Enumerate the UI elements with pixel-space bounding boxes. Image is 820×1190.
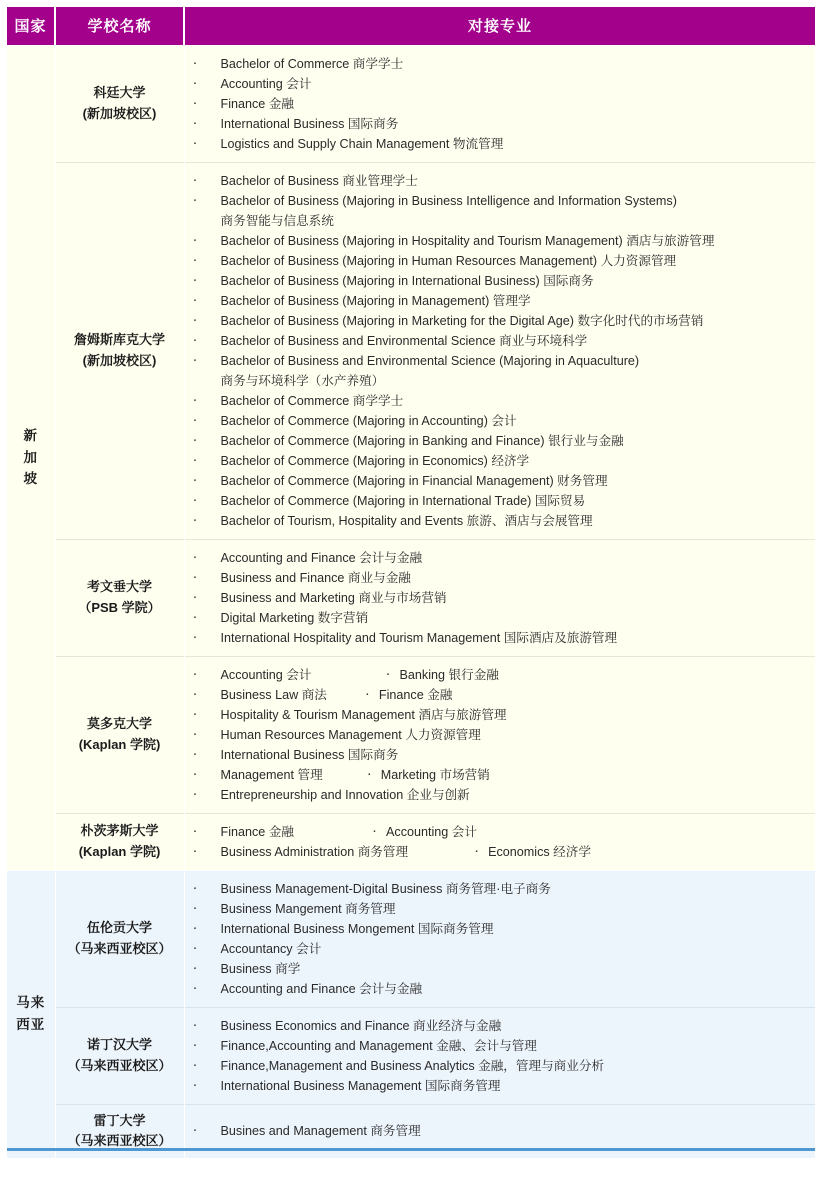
table-body <box>7 45 815 1158</box>
major-item <box>185 491 810 511</box>
major-item <box>185 959 810 979</box>
major-list <box>185 171 810 531</box>
major-item <box>185 191 810 211</box>
majors-cell <box>184 870 815 1007</box>
major-text: Finance,Accounting and Management 金融、会计与管理 <box>220 1038 537 1053</box>
major-item <box>185 725 810 745</box>
major-item <box>185 271 810 291</box>
major-text: Business Mangement 商务管理 <box>220 901 396 916</box>
school-name-line: （马来西亚校区） <box>67 940 172 956</box>
major-item <box>185 548 810 568</box>
school-name-cell <box>55 813 184 870</box>
major-item <box>185 899 810 919</box>
country-cell <box>7 45 55 870</box>
major-item <box>185 979 810 999</box>
major-text: Business Management-Digital Business 商务管理·电子商务 <box>220 881 551 896</box>
major-item <box>185 391 810 411</box>
major-item <box>185 114 810 134</box>
major-text: Business Economics and Finance 商业经济与金融 <box>220 1018 502 1033</box>
country-name-line: 马来 <box>16 995 46 1011</box>
major-text: Accounting and Finance 会计与金融 <box>220 550 423 565</box>
major-text: Finance 金融 <box>220 824 294 839</box>
major-text: Bachelor of Commerce (Majoring in International Trade) 国际贸易 <box>220 493 586 508</box>
country-name <box>7 425 55 491</box>
major-text: Bachelor of Business (Majoring in Management) 管理学 <box>220 293 531 308</box>
major-item <box>185 351 810 371</box>
major-text: Business and Marketing 商业与市场营销 <box>220 590 447 605</box>
major-text: Bachelor of Business (Majoring in Business Intelligence and Information Systems) <box>220 193 677 208</box>
major-text: Bachelor of Commerce 商学学士 <box>220 393 404 408</box>
school-name-cell <box>55 656 184 813</box>
major-item <box>185 705 810 725</box>
major-list <box>185 548 810 648</box>
major-item <box>185 431 810 451</box>
header-country: 国家 <box>7 7 55 45</box>
table-row <box>7 870 815 1007</box>
major-item <box>185 1121 810 1141</box>
major-text-secondary: · Marketing 市场营销 <box>365 765 490 785</box>
major-item <box>185 331 810 351</box>
school-name-line: 朴茨茅斯大学 <box>80 822 159 838</box>
major-item <box>185 879 810 899</box>
school-name-line: 雷丁大学 <box>93 1112 146 1128</box>
school-name-line: (新加坡校区) <box>82 352 157 368</box>
major-item <box>185 765 810 785</box>
major-text: Business Administration 商务管理 <box>220 844 409 859</box>
header-row <box>7 7 815 45</box>
major-item <box>185 1036 810 1056</box>
major-text: Finance 金融 <box>220 96 294 111</box>
major-text: Bachelor of Business and Environmental Science (Majoring in Aquaculture) <box>220 353 640 368</box>
school-name-line: 伍伦贡大学 <box>86 919 152 935</box>
majors-cell <box>184 539 815 656</box>
school-name-cell <box>55 45 184 162</box>
major-text: Bachelor of Commerce 商学学士 <box>220 56 404 71</box>
country-name-line: 加 <box>23 449 38 465</box>
school-name-line: 科廷大学 <box>93 84 146 100</box>
country-name-line: 西亚 <box>16 1017 46 1033</box>
major-text: Bachelor of Business (Majoring in Hospitality and Tourism Management) 酒店与旅游管理 <box>220 233 715 248</box>
major-text: Business Law 商法 <box>220 687 327 702</box>
major-text: Bachelor of Business and Environmental Science 商业与环境科学 <box>220 333 588 348</box>
school-name-line: 考文垂大学 <box>86 578 152 594</box>
table-row <box>7 45 815 162</box>
school-name-cell <box>55 870 184 1007</box>
major-item <box>185 251 810 271</box>
major-text-secondary: · Economics 经济学 <box>472 842 591 862</box>
major-text: International Business Management 国际商务管理 <box>220 1078 501 1093</box>
table-row <box>7 656 815 813</box>
major-text-secondary: · Accounting 会计 <box>370 822 477 842</box>
major-item <box>185 822 810 842</box>
table-row <box>7 539 815 656</box>
country-cell <box>7 870 55 1158</box>
majors-cell <box>184 1007 815 1104</box>
header-school: 学校名称 <box>55 7 184 45</box>
major-text: Digital Marketing 数字营销 <box>220 610 369 625</box>
major-item <box>185 842 810 862</box>
major-item <box>185 745 810 765</box>
top-white-strip <box>0 0 820 7</box>
majors-cell <box>184 45 815 162</box>
major-text: International Business 国际商务 <box>220 747 399 762</box>
major-item <box>185 785 810 805</box>
major-item <box>185 919 810 939</box>
major-text: Bachelor of Commerce (Majoring in Banking and Finance) 银行业与金融 <box>220 433 624 448</box>
school-name-line: 莫多克大学 <box>86 715 152 731</box>
major-item <box>185 171 810 191</box>
major-text: Logistics and Supply Chain Management 物流管理 <box>220 136 504 151</box>
school-name-line: 诺丁汉大学 <box>86 1036 152 1052</box>
major-item <box>185 291 810 311</box>
major-item <box>185 471 810 491</box>
major-item-continuation <box>185 371 810 391</box>
articulation-table <box>7 7 815 1158</box>
major-item <box>185 588 810 608</box>
major-text: Bachelor of Tourism, Hospitality and Events 旅游、酒店与会展管理 <box>220 513 593 528</box>
major-item <box>185 451 810 471</box>
school-name-line: （马来西亚校区） <box>67 1057 172 1073</box>
major-list <box>185 822 810 862</box>
major-text: Bachelor of Business (Majoring in Human Resources Management) 人力资源管理 <box>220 253 677 268</box>
major-text: Entrepreneurship and Innovation 企业与创新 <box>220 787 470 802</box>
major-text: Bachelor of Commerce (Majoring in Financial Management) 财务管理 <box>220 473 608 488</box>
major-item <box>185 1076 810 1096</box>
major-text: Accounting and Finance 会计与金融 <box>220 981 423 996</box>
major-item <box>185 608 810 628</box>
major-text-secondary: · Finance 金融 <box>363 685 453 705</box>
school-name-line: (Kaplan 学院) <box>78 843 161 859</box>
table-row <box>7 162 815 539</box>
table-header <box>7 7 815 45</box>
major-text-secondary: · Banking 银行金融 <box>384 665 499 685</box>
major-text: Bachelor of Business (Majoring in Marketing for the Digital Age) 数字化时代的市场营销 <box>220 313 704 328</box>
school-name-cell <box>55 539 184 656</box>
major-list <box>185 54 810 154</box>
major-text: Human Resources Management 人力资源管理 <box>220 727 481 742</box>
major-item <box>185 411 810 431</box>
major-text: Bachelor of Business 商业管理学士 <box>220 173 418 188</box>
bottom-rule <box>7 1148 815 1151</box>
major-item <box>185 665 810 685</box>
major-item <box>185 685 810 705</box>
major-text: Hospitality & Tourism Management 酒店与旅游管理 <box>220 707 507 722</box>
major-list <box>185 665 810 805</box>
major-text: Finance,Management and Business Analytics 金融，管理与商业分析 <box>220 1058 605 1073</box>
major-text: Accounting 会计 <box>220 76 312 91</box>
major-text: Business 商学 <box>220 961 301 976</box>
major-list <box>185 879 810 999</box>
majors-cell <box>184 813 815 870</box>
major-list <box>185 1016 810 1096</box>
major-text-continuation: 商务智能与信息系统 <box>220 213 334 228</box>
major-item <box>185 231 810 251</box>
major-text: International Business Mongement 国际商务管理 <box>220 921 494 936</box>
major-text: Business and Finance 商业与金融 <box>220 570 411 585</box>
major-item <box>185 1016 810 1036</box>
major-text: Management 管理 <box>220 767 323 782</box>
major-text: International Business 国际商务 <box>220 116 399 131</box>
country-name-line: 坡 <box>23 471 38 487</box>
major-item <box>185 1056 810 1076</box>
major-list <box>185 1121 810 1141</box>
majors-cell <box>184 656 815 813</box>
major-text: Bachelor of Commerce (Majoring in Accounting) 会计 <box>220 413 517 428</box>
school-name-line: 詹姆斯库克大学 <box>73 331 165 347</box>
school-name-cell <box>55 1007 184 1104</box>
major-item <box>185 628 810 648</box>
major-text: Bachelor of Business (Majoring in International Business) 国际商务 <box>220 273 594 288</box>
school-name-line: （马来西亚校区） <box>67 1133 172 1149</box>
country-name <box>7 992 55 1036</box>
school-name-line: (新加坡校区) <box>82 105 157 121</box>
header-majors: 对接专业 <box>184 7 815 45</box>
major-text: Accountancy 会计 <box>220 941 322 956</box>
school-name-line: （PSB 学院） <box>78 599 161 615</box>
major-text-continuation: 商务与环境科学（水产养殖） <box>220 373 385 388</box>
major-item <box>185 939 810 959</box>
major-item <box>185 511 810 531</box>
major-item <box>185 311 810 331</box>
major-item <box>185 94 810 114</box>
major-item <box>185 54 810 74</box>
school-name-line: (Kaplan 学院) <box>78 736 161 752</box>
major-text: Bachelor of Commerce (Majoring in Economics) 经济学 <box>220 453 530 468</box>
major-item <box>185 74 810 94</box>
major-item <box>185 134 810 154</box>
major-text: Busines and Management 商务管理 <box>220 1124 421 1139</box>
major-text: International Hospitality and Tourism Management 国际酒店及旅游管理 <box>220 630 618 645</box>
major-item-continuation <box>185 211 810 231</box>
table-row <box>7 1007 815 1104</box>
school-name-cell <box>55 162 184 539</box>
major-item <box>185 568 810 588</box>
major-text: Accounting 会计 <box>220 667 312 682</box>
country-name-line: 新 <box>23 427 38 443</box>
majors-cell <box>184 162 815 539</box>
table-row <box>7 813 815 870</box>
